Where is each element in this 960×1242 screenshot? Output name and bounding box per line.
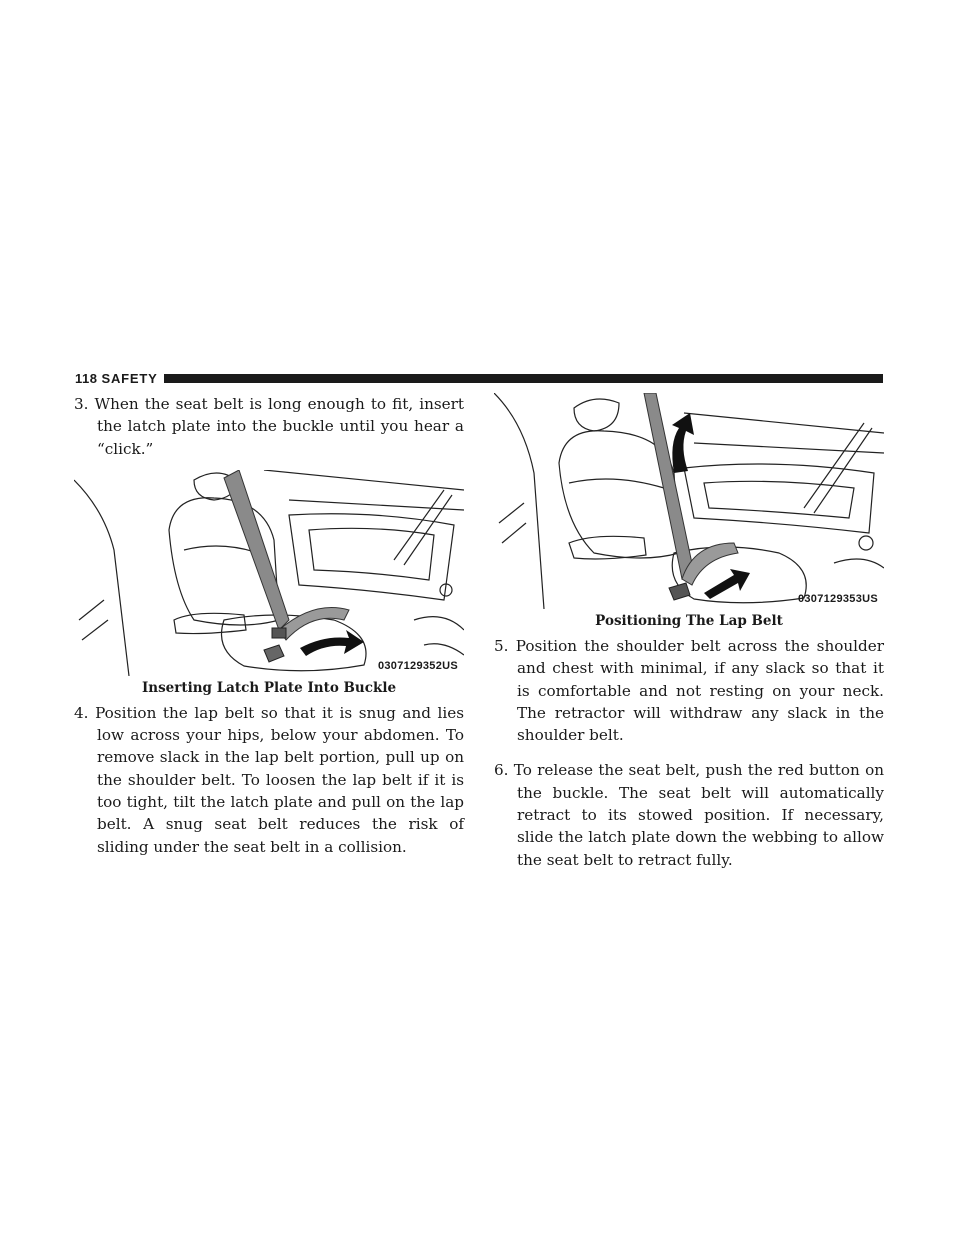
figure-positioning-lap-belt	[494, 393, 884, 609]
seat-belt-buckle-illustration	[74, 470, 464, 676]
figure-inserting-latch-plate	[74, 470, 464, 676]
figure-code: 0307129352US	[377, 659, 458, 672]
lap-belt-positioning-illustration	[494, 393, 884, 609]
step-6: 6. To release the seat belt, push the red button on the buckle. The seat belt will automatically retract to its stowed position. If necessary, slide the latch plate down the webbing to allow the seat belt to retract fully.	[494, 761, 884, 869]
header-rule	[164, 374, 883, 383]
left-column	[74, 393, 464, 858]
right-column	[494, 393, 884, 871]
page-number: 118	[75, 370, 98, 386]
step-4: 4. Position the lap belt so that it is snug and lies low across your hips, below your abdomen. To remove slack in the lap belt portion, pull up on the shoulder belt. To loosen the lap belt if it is too tight, tilt the latch plate and pull on the lap belt. A snug seat belt reduces the risk of sliding under the seat belt in a collision.	[74, 703, 464, 856]
step-5: 5. Position the shoulder belt across the shoulder and chest with minimal, if any slack so that it is comfortable and not resting on your neck. The retractor will withdraw any slack in the shoulder belt.	[494, 637, 884, 745]
figure-caption: Positioning The Lap Belt	[595, 613, 783, 629]
figure-caption: Inserting Latch Plate Into Buckle	[141, 679, 397, 696]
figure-code: 0307129353US	[797, 593, 878, 605]
page-header	[75, 371, 883, 385]
step-3: 3. When the seat belt is long enough to fit, insert the latch plate into the buckle until you hear a “click.”	[74, 395, 464, 458]
section-title: SAFETY	[101, 370, 158, 386]
